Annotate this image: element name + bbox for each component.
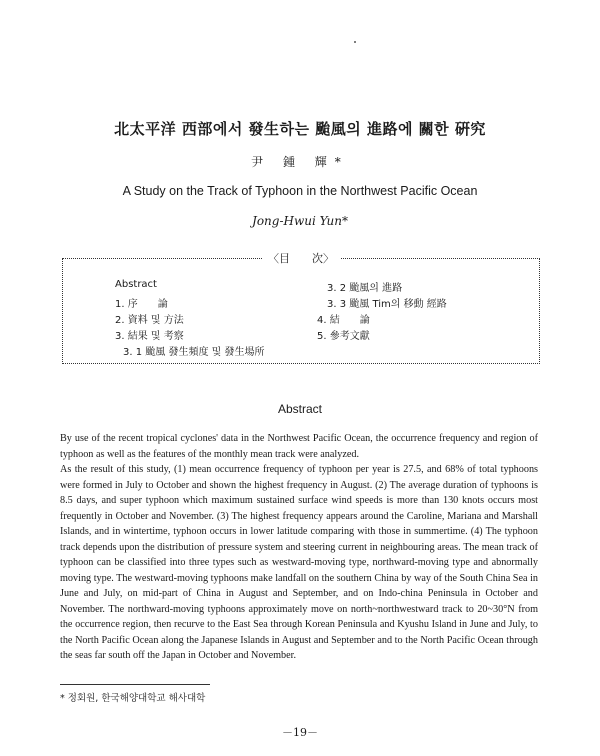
english-title: A Study on the Track of Typhoon in the Northwest Pacific Ocean [122,184,478,198]
toc-item-references: 5. 參考文獻 [317,331,370,342]
table-of-contents [62,252,540,364]
toc-item-conclusion: 4. 結 論 [317,315,370,326]
abstract-paragraph: By use of the recent tropical cyclones' data in the Northwest Pacific Ocean, the occurrence frequency and region of typhoon as well as the features of the monthly mean track were analyzed. [60,433,538,460]
footnote-rule [60,684,210,685]
footnote: * 정회원, 한국해양대학교 해사대학 [60,693,206,704]
scan-speck [354,41,356,43]
page-number: －19－ [282,726,318,739]
english-author: Jong-Hwui Yun* [252,214,348,228]
abstract-paragraph: As the result of this study, (1) mean occurrence frequency of typhoon per year is 27.5, and 68% of total typhoons were formed in July to October and shown the highest frequency in August. (2) The average duration of typhoons is 8.5 days, and super typhoon which maximum sustained surface wind speeds is more than 130 knots occurs most frequently in October and November. (3) The highest frequency appears around the Caroline, Mariana and Marshall Islands, and in wintertime, typhoon occurs in lower latitude comparing with those in summertime. (4) The typhoon track depends upon the distribution of pressure system and steering current in neighbouring areas. The mean track of typhoon can be classified into three types such as westward-moving type, northward-moving type and abnormally moving type. The westward-moving typhoons make landfall on the southern China by way of the South China Sea in June and July, on mid-part of China in August and September, and on Indo-china Peninsula in October and November. The northward-moving typhoons approximately move on north~northwestward track to 20~30°N from the occurrence region, then recurve to the East Sea through Korean Peninsula and Kyushu Island in June and July, to the North Pacific Ocean along the Japanese Islands in August and September and to the North Pacific Ocean through the seas far south off the Japan in October and November. [60,464,538,661]
toc-item-results: 3. 結果 및 考察 [115,331,184,342]
toc-item-introduction: 1. 序 論 [115,299,168,310]
toc-item-3-3: 3. 3 颱風 Tim의 移動 經路 [327,299,447,310]
toc-item-abstract: Abstract [115,279,157,290]
korean-author: 尹 鍾 輝* [251,155,349,169]
toc-item-3-1: 3. 1 颱風 發生頻度 및 發生場所 [123,347,265,358]
abstract-body [60,431,538,664]
abstract-heading: Abstract [277,402,322,416]
toc-heading: 〈目 次〉 [262,250,340,266]
toc-item-data-methods: 2. 資料 및 方法 [115,315,184,326]
toc-item-3-2: 3. 2 颱風의 進路 [327,283,403,294]
korean-title: 北太平洋 西部에서 發生하는 颱風의 進路에 關한 硏究 [114,120,486,138]
